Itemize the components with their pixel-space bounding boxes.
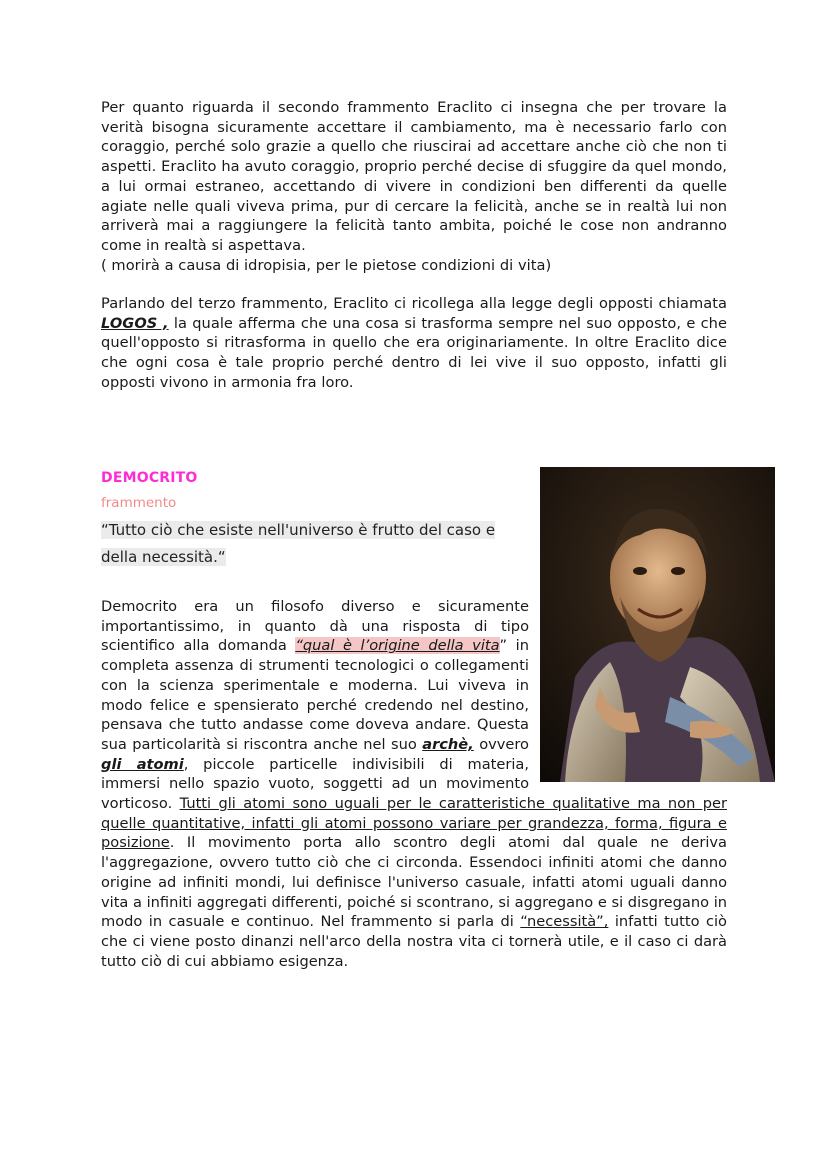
fragment-quote xyxy=(101,517,521,571)
logos-term: LOGOS , xyxy=(101,314,169,332)
image-text-wrap-spacer xyxy=(529,597,727,792)
necessita-term: “necessità”, xyxy=(520,913,609,931)
paragraph-text: Per quanto riguarda il secondo frammento Eraclito ci insegna che per trovare la verità bisogna sicuramente accettare il cambiamento, ma è necessario farlo con coraggio, perché solo grazie a quello che riuscirai ad accettare anche ciò che non ti aspetti. Eraclito ha avuto coraggio, proprio perché decise di sfuggire da quel mondo, a lui ormai estraneo, accettando di vivere in condizioni ben differenti da quelle agiate nelle quali viveva prima, pur di cercare la felicità, anche se in realtà lui non arriverà mai a raggiungere la felicità tanto ambita, poiché le cose non andranno come in realtà si aspettava. xyxy=(101,99,727,254)
paragraph-note: ( morirà a causa di idropisia, per le pietose condizioni di vita) xyxy=(101,256,552,274)
paragraph-eraclito-second-fragment xyxy=(101,98,727,275)
section-title-democrito: DEMOCRITO xyxy=(101,470,198,486)
paragraph-democrito-body xyxy=(101,597,727,971)
paragraph-text: Parlando del terzo frammento, Eraclito ci ricollega alla legge degli opposti chiamata xyxy=(101,295,727,312)
paragraph-text: , piccole particelle indivisibili di materia, immersi nello spazio vuoto, soggetti ad un movimento vorticoso. xyxy=(101,755,529,813)
paragraph-text: infatti tutto ciò che ci viene posto dinanzi nell'arco della nostra vita ci tornerà utile, e il caso ci darà tutto ciò di cui abbiamo esigenza. xyxy=(101,913,727,970)
atoms-underlined-sentence: Tutti gli atomi sono uguali per le caratteristiche qualitative ma non per quelle quantitative, infatti gli atomi possono variare per grandezza, forma, figura e posizione xyxy=(101,795,727,852)
paragraph-text: ovvero xyxy=(473,735,529,753)
paragraph-text: . Il movimento porta allo scontro degli atomi dal quale ne deriva l'aggregazione, ovvero tutto ciò che ci circonda. Essendoci infiniti atomi che danno origine ad infiniti mondi, lui definisce l'universo casuale, infatti atomi uguali danno vita a infiniti aggregati differenti, poiché si scontrano, si aggregano e si disgregano in modo in casuale e continuo. Nel frammento si parla di xyxy=(101,834,727,931)
paragraph-eraclito-third-fragment xyxy=(101,294,727,393)
arche-term: archè, xyxy=(422,735,474,753)
paragraph-text: ” in completa assenza di strumenti tecnologici o collegamenti con la scienza sperimentale e moderna. Lui viveva in modo felice e spensierato perché credendo nel destino, pensava che tutto andasse come doveva andare. Questa sua particolarità si riscontra anche nel suo xyxy=(101,637,529,753)
origin-question-highlight: “qual è l’origine della vita xyxy=(295,637,500,655)
paragraph-text: la quale afferma che una cosa si trasforma sempre nel suo opposto, e che quell'opposto si ritrasforma in quello che era originariamente. In oltre Eraclito dice che ogni cosa è tale proprio perché dentro di lei vive il suo opposto, infatti gli opposti vivono in armonia fra loro. xyxy=(101,314,727,391)
quote-text: “Tutto ciò che esiste nell'universo è frutto del caso e della necessità.“ xyxy=(101,521,496,566)
atomi-term: gli atomi xyxy=(101,755,184,773)
section-subtitle: frammento xyxy=(101,495,177,511)
paragraph-text: Democrito era un filosofo diverso e sicuramente importantissimo, in quanto dà una risposta di tipo scientifico alla domanda xyxy=(101,598,529,655)
